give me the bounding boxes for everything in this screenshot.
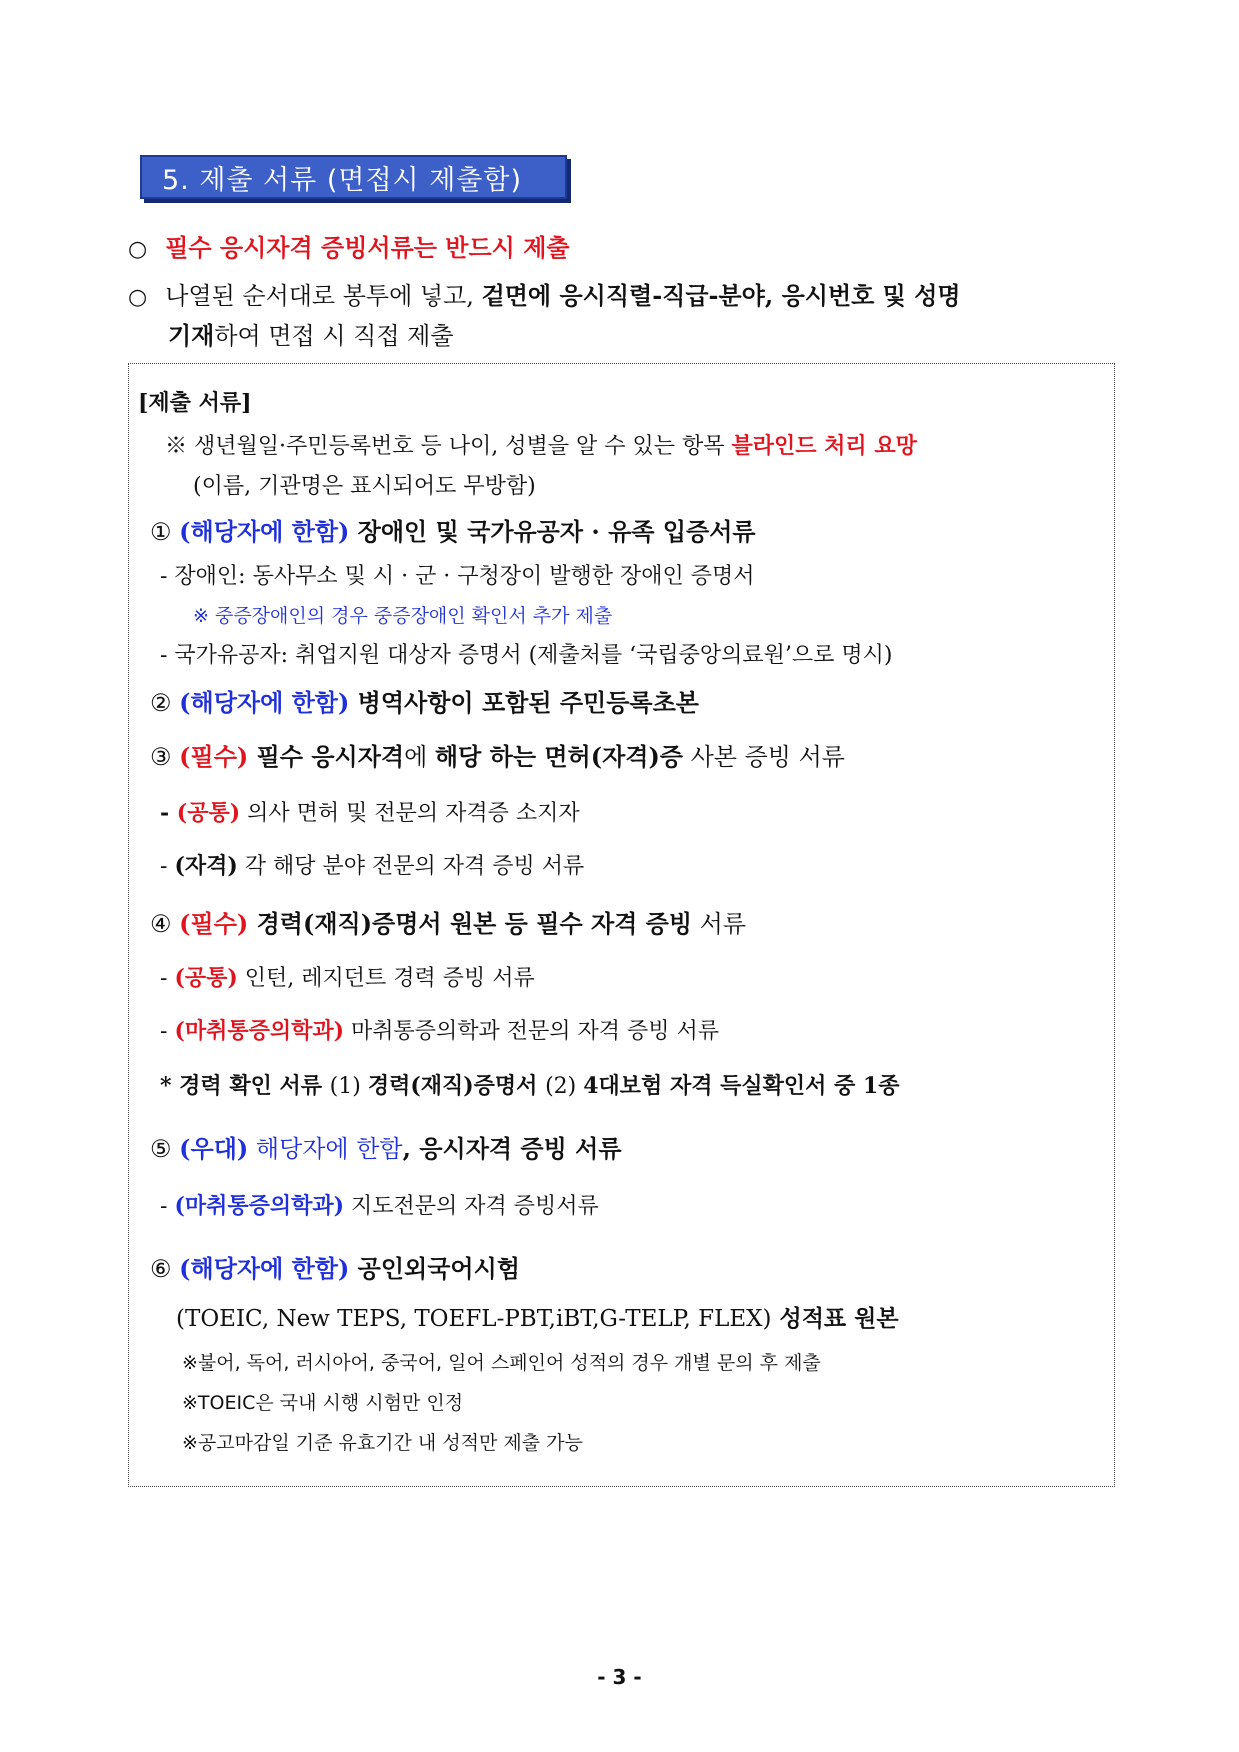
item-6-tests: (TOEIC, New TEPS, TOEFL-PBT,iBT,G-TELP, FLEX) 성적표 원본 (176, 1305, 899, 1332)
item-4-sub-common: - (공통) 인턴, 레지던트 경력 증빙 서류 (160, 965, 535, 991)
item-4-career-note: * 경력 확인 서류 (1) 경력(재직)증명서 (2) 4대보험 자격 득실확인서 중 1종 (160, 1073, 900, 1099)
section-title: 5. 제출 서류 (면접시 제출함) (162, 164, 522, 196)
item-6-note-languages: ※불어, 독어, 러시아어, 중국어, 일어 스페인어 성적의 경우 개별 문의 후 제출 (182, 1352, 821, 1374)
item-6: ⑥ (해당자에 한함) 공인외국어시험 (150, 1254, 520, 1283)
page-number: - 3 - (597, 1665, 642, 1689)
item-6-note-validity: ※공고마감일 기준 유효기간 내 성적만 제출 가능 (182, 1432, 583, 1454)
blind-note: ※ 생년월일·주민등록번호 등 나이, 성별을 알 수 있는 항목 블라인드 처리 요망 (165, 433, 917, 459)
bullet-envelope-instructions-line2: 기재하여 면접 시 직접 제출 (168, 321, 454, 350)
item-2: ② (해당자에 한함) 병역사항이 포함된 주민등록초본 (150, 688, 699, 717)
item-6-note-toeic: ※TOEIC은 국내 시행 시험만 인정 (182, 1392, 464, 1414)
item-3-sub-common: - (공통) 의사 면허 및 전문의 자격증 소지자 (160, 800, 580, 826)
blind-note-line2: (이름, 기관명은 표시되어도 무방함) (193, 474, 536, 499)
item-3: ③ (필수) 필수 응시자격에 해당 하는 면허(자격)증 사본 증빙 서류 (150, 742, 845, 771)
bullet-required-docs: ○ 필수 응시자격 증빙서류는 반드시 제출 (128, 233, 570, 262)
item-1-sub-veteran: - 국가유공자: 취업지원 대상자 증명서 (제출처를 ‘국립중앙의료원’으로 명시) (160, 643, 893, 668)
bullet-envelope-instructions: ○ 나열된 순서대로 봉투에 넣고, 겉면에 응시직렬-직급-분야, 응시번호 및 성명 (128, 281, 961, 310)
item-1-sub-note: ※ 중증장애인의 경우 중증장애인 확인서 추가 제출 (193, 605, 613, 627)
bullet-circle-icon: ○ (128, 237, 148, 262)
item-5: ⑤ (우대) 해당자에 한함, 응시자격 증빙 서류 (150, 1134, 622, 1163)
box-title: [제출 서류] (138, 390, 252, 416)
item-3-sub-qualification: - (자격) 각 해당 분야 전문의 자격 증빙 서류 (160, 853, 585, 879)
item-4: ④ (필수) 경력(재직)증명서 원본 등 필수 자격 증빙 서류 (150, 909, 747, 938)
item-1: ① (해당자에 한함) 장애인 및 국가유공자 · 유족 입증서류 (150, 517, 756, 546)
bullet-circle-icon: ○ (128, 285, 148, 310)
item-1-sub-disabled: - 장애인: 동사무소 및 시 · 군 · 구청장이 발행한 장애인 증명서 (160, 564, 755, 589)
item-4-sub-anesthesiology: - (마취통증의학과) 마취통증의학과 전문의 자격 증빙 서류 (160, 1018, 720, 1044)
section-heading (140, 155, 567, 199)
item-5-sub-anesthesiology: - (마취통증의학과) 지도전문의 자격 증빙서류 (160, 1193, 599, 1219)
